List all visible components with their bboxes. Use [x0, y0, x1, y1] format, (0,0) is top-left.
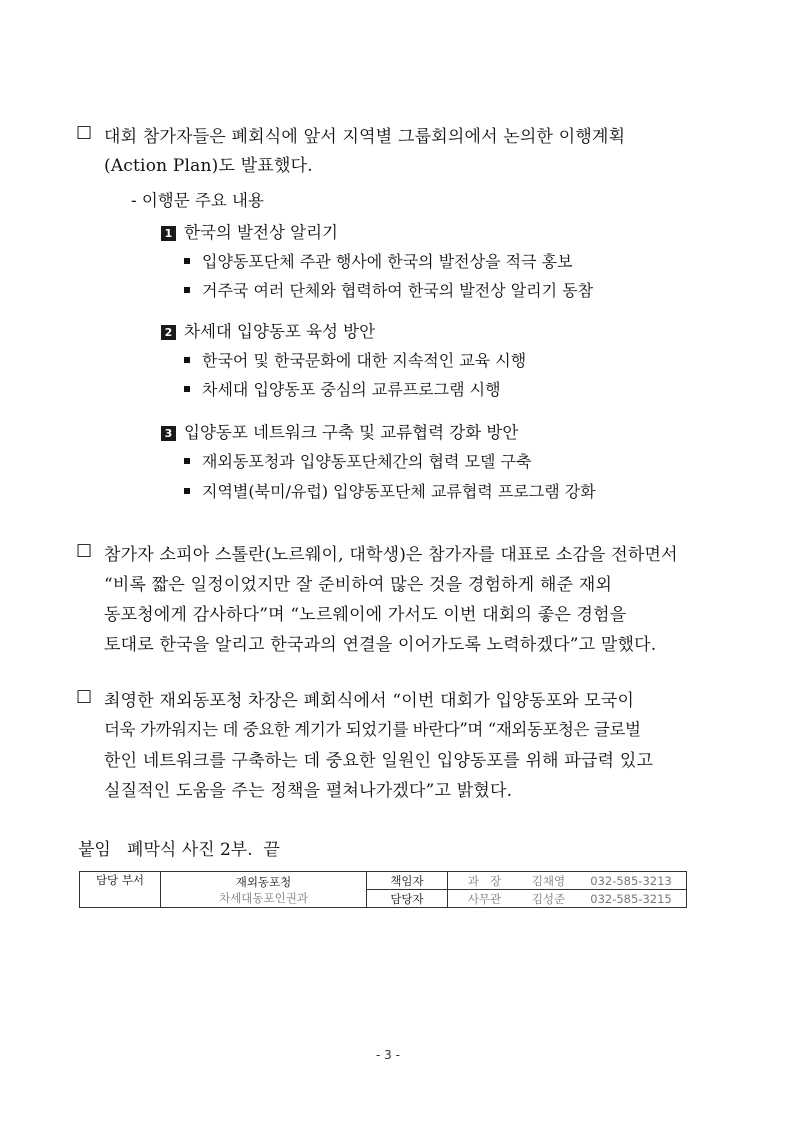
section-number-badge: 1 — [161, 226, 176, 241]
checkbox-bullet: □ — [76, 686, 93, 706]
paragraph-1-line-1: 대회 참가자들은 폐회식에 앞서 지역별 그룹회의에서 논의한 이행계획 — [104, 127, 626, 147]
section-1-title — [161, 219, 338, 243]
section-title-text: 한국의 발전상 알리기 — [184, 223, 338, 242]
list-item — [184, 449, 531, 472]
contact-table — [79, 871, 687, 908]
list-item — [184, 348, 526, 371]
list-item — [184, 249, 573, 272]
page-number: - 3 - — [376, 1048, 400, 1062]
paragraph-3-line-1: 최영한 재외동포청 차장은 폐회식에서 “이번 대회가 입양동포와 모국이 — [104, 691, 635, 711]
section-number-badge: 3 — [161, 426, 176, 441]
section-title-text: 입양동포 네트워크 구축 및 교류협력 강화 방안 — [184, 423, 519, 442]
paragraph-3-line-2: 더욱 가까워지는 데 중요한 계기가 되었기를 바란다”며 “재외동포청은 글로벌 — [104, 720, 641, 739]
department-cell — [161, 872, 367, 908]
paragraph-3-line-3: 한인 네트워크를 구축하는 데 중요한 일원인 입양동포를 위해 파급력 있고 — [104, 751, 654, 771]
paragraph-2-line-3: 동포청에게 감사하다”며 “노르웨이에 가서도 이번 대회의 좋은 경험을 — [104, 605, 627, 625]
phone-cell: 032-585-3213 — [576, 872, 687, 890]
square-bullet-icon — [184, 258, 190, 264]
checkbox-bullet: □ — [76, 540, 93, 560]
list-item-text: 지역별(북미/유럽) 입양동포단체 교류협력 프로그램 강화 — [202, 482, 596, 501]
list-item-text: 한국어 및 한국문화에 대한 지속적인 교육 시행 — [202, 351, 527, 370]
square-bullet-icon — [184, 386, 190, 392]
title-cell: 과 장 — [448, 872, 522, 890]
paragraph-2-line-2: “비록 짧은 일정이었지만 잘 준비하여 많은 것을 경험하게 해준 재외 — [104, 575, 613, 595]
square-bullet-icon — [184, 357, 190, 363]
division-name: 차세대동포인권과 — [219, 890, 308, 905]
section-number-badge: 2 — [161, 325, 176, 340]
section-title-text: 차세대 입양동포 육성 방안 — [184, 322, 376, 341]
dept-label: 담당 부서 — [80, 872, 161, 908]
square-bullet-icon — [184, 488, 190, 494]
section-3-title — [161, 419, 518, 443]
attachment-note: 붙임 폐막식 사진 2부. 끝 — [78, 840, 280, 860]
list-item — [184, 479, 596, 502]
square-bullet-icon — [184, 458, 190, 464]
paragraph-3-line-4: 실질적인 도움을 주는 정책을 펼쳐나가겠다”고 밝혔다. — [104, 781, 513, 801]
paragraph-2-line-4: 토대로 한국을 알리고 한국과의 연결을 이어가도록 노력하겠다”고 말했다. — [104, 635, 657, 655]
square-bullet-icon — [184, 287, 190, 293]
list-item — [184, 278, 593, 301]
list-item-text: 재외동포청과 입양동포단체간의 협력 모델 구축 — [202, 452, 532, 471]
list-item — [184, 377, 501, 400]
list-item-text: 입양동포단체 주관 행사에 한국의 발전상을 적극 홍보 — [202, 252, 573, 271]
paragraph-2-line-1: 참가자 소피아 스톨란(노르웨이, 대학생)은 참가자를 대표로 소감을 전하면서 — [104, 545, 678, 565]
role-cell: 책임자 — [367, 872, 448, 890]
name-cell: 김성준 — [521, 890, 576, 908]
section-2-title — [161, 318, 375, 342]
role-cell: 담당자 — [367, 890, 448, 908]
name-cell: 김채영 — [521, 872, 576, 890]
title-cell: 사무관 — [448, 890, 522, 908]
phone-cell: 032-585-3215 — [576, 890, 687, 908]
paragraph-1-line-2: (Action Plan)도 발표했다. — [104, 156, 313, 176]
list-item-text: 차세대 입양동포 중심의 교류프로그램 시행 — [202, 380, 501, 399]
org-name: 재외동포청 — [235, 874, 292, 889]
checkbox-bullet: □ — [76, 122, 93, 142]
list-item-text: 거주국 여러 단체와 협력하여 한국의 발전상 알리기 동참 — [202, 281, 594, 300]
action-plan-heading: - 이행문 주요 내용 — [131, 191, 264, 210]
